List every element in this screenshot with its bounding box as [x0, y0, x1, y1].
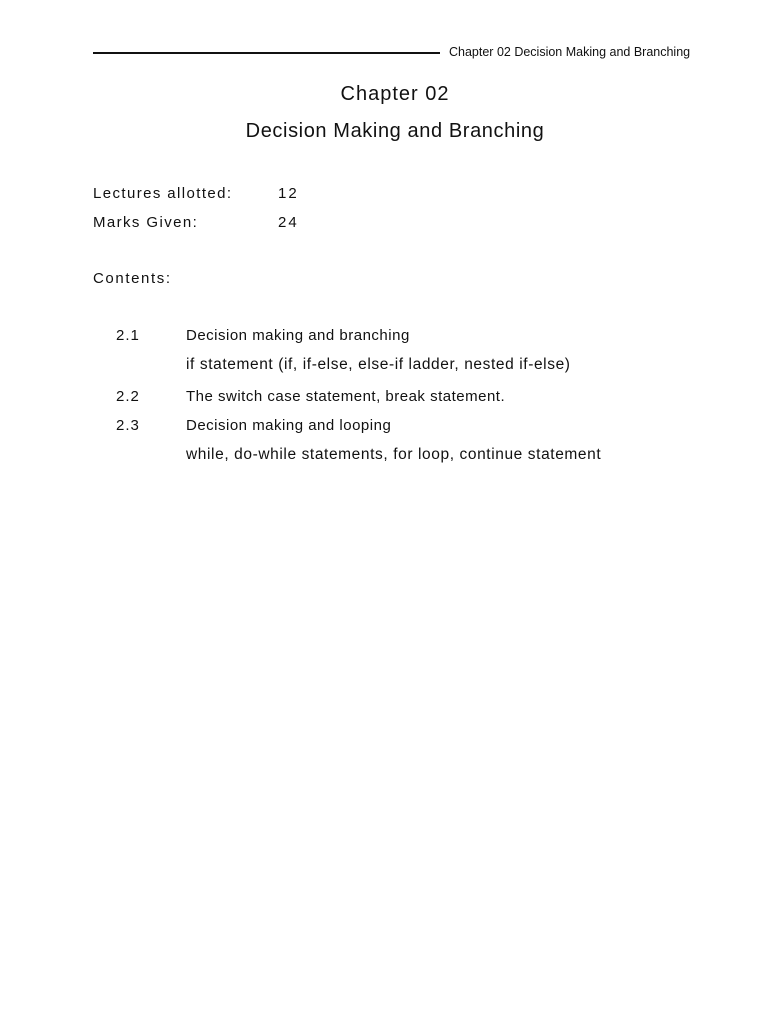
section-number: 2.1: [116, 327, 140, 344]
chapter-title: Decision Making and Branching: [245, 120, 545, 142]
contents-heading: Contents:: [93, 270, 172, 287]
section-title: Decision making and looping: [186, 417, 392, 434]
section-number: 2.3: [116, 417, 140, 434]
chapter-number: Chapter 02: [340, 83, 450, 105]
header-rule: [93, 52, 440, 54]
lectures-label: Lectures allotted:: [93, 185, 233, 202]
section-subtopics: while, do-while statements, for loop, continue statement: [186, 446, 602, 463]
section-number: 2.2: [116, 388, 140, 405]
marks-value: 24: [278, 214, 299, 231]
marks-label: Marks Given:: [93, 214, 199, 231]
running-header: Chapter 02 Decision Making and Branching: [449, 45, 691, 59]
lectures-value: 12: [278, 185, 299, 202]
section-title: The switch case statement, break statement.: [186, 388, 506, 405]
section-subtopics: if statement (if, if-else, else-if ladder, nested if-else): [186, 356, 571, 373]
section-title: Decision making and branching: [186, 327, 410, 344]
